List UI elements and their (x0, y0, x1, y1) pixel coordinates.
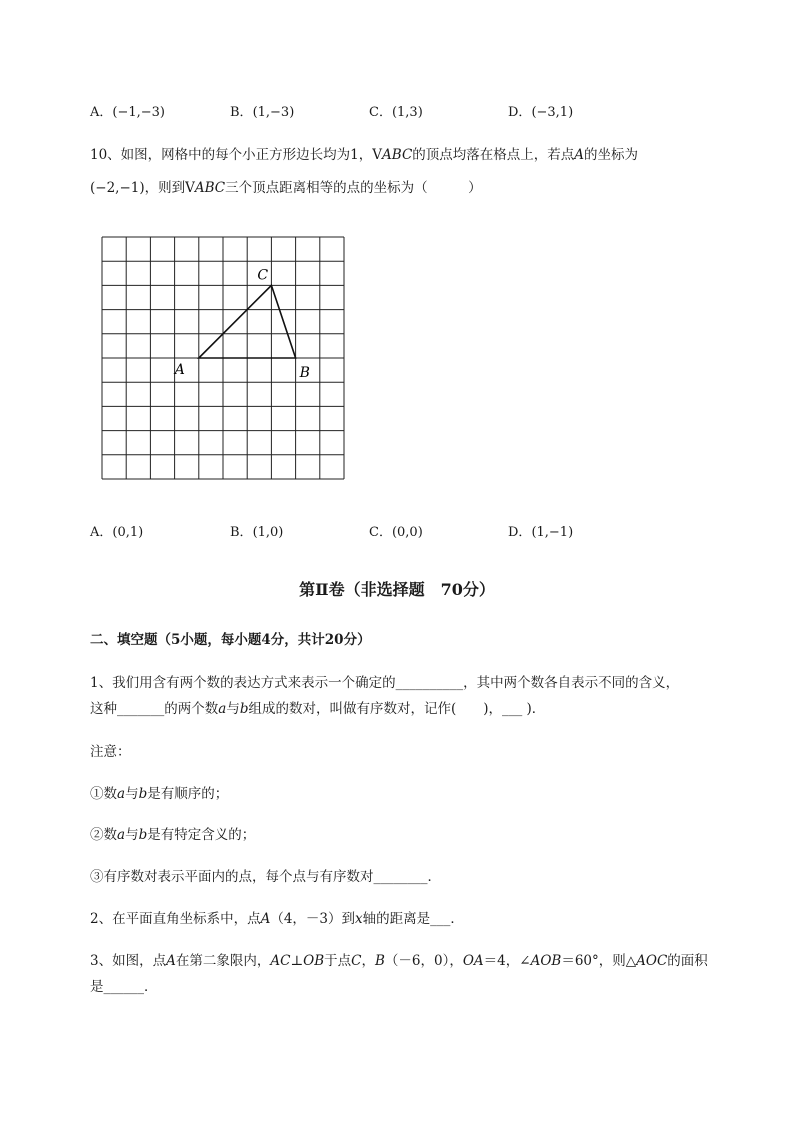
var-x: x (355, 911, 363, 927)
fill1-line-1: 1、我们用含有两个数的表达方式来表示一个确定的__________，其中两个数各自表示不同的含义， (90, 675, 680, 691)
q10-options (0, 521, 794, 541)
q9-option-b (230, 101, 294, 120)
fill3-text: 于点 (324, 953, 352, 969)
perp-symbol: ⊥ (290, 953, 304, 969)
q10-option-a-value: (0,1) (112, 525, 144, 540)
note-text: ①数 (90, 786, 117, 802)
var-b: b (138, 827, 148, 843)
q10-option-b-value: (1,0) (252, 525, 284, 540)
note-text: 是有特定含义的； (147, 827, 256, 843)
q9-option-b-letter: B． (230, 105, 253, 120)
fill3-text: 3、如图，点 (90, 953, 167, 969)
note-text: 与 (125, 786, 139, 802)
q10-option-a-letter: A． (90, 525, 113, 540)
q9-option-b-value: (1,−3) (252, 105, 295, 120)
point-a: A (260, 911, 271, 927)
q10-option-d-letter: D． (508, 525, 532, 540)
fill1-note: 注意： (90, 744, 131, 760)
segment-ac: AC (270, 953, 291, 969)
q10-triangle-name: ABC (194, 180, 226, 196)
var-a: a (117, 827, 126, 843)
q10-option-d-value: (1,−1) (531, 525, 574, 540)
q10-option-b-letter: B． (230, 525, 253, 540)
fill3-text: 在第二象限内， (175, 953, 271, 969)
q10-option-b (230, 521, 283, 540)
var-b: b (138, 786, 148, 802)
q10-text: 10、如图，网格中的每个小正方形边长均为1，V (90, 147, 383, 163)
note-text: 与 (125, 827, 139, 843)
label-b: B (299, 365, 310, 381)
fill2-text: 2、在平面直角坐标系中，点 (90, 911, 261, 927)
q10-option-d (508, 521, 573, 540)
point-a: A (166, 953, 176, 969)
q9-options (0, 101, 794, 121)
fill3-line-2: 是______． (90, 979, 158, 995)
q10-stem-line-2 (90, 176, 482, 196)
q9-option-a-letter: A． (90, 105, 113, 120)
triangle-aoc: AOC (636, 953, 668, 969)
section2-heading: 二、填空题（5小题，每小题4分，共计20分） (90, 632, 371, 648)
q10-option-a (90, 521, 143, 540)
angle-aob: AOB (530, 953, 562, 969)
q9-option-d-letter: D． (508, 105, 532, 120)
fill1-note-2 (90, 823, 255, 843)
fill1-text: 组成的数对，叫做有序数对，记作( )，___ )． (248, 701, 546, 717)
q9-option-c-letter: C． (369, 105, 392, 120)
q9-option-a (90, 101, 165, 120)
fill1-line-2 (90, 697, 545, 717)
fill3-text: ＝4，∠ (483, 953, 531, 969)
fill2-line (90, 907, 464, 927)
q10-stem-line-1 (90, 143, 638, 163)
fill1-note-1 (90, 782, 228, 802)
fill1-note-3: ③有序数对表示平面内的点，每个点与有序数对________． (90, 869, 441, 885)
q10-text: 的顶点均落在格点上，若点 (412, 147, 575, 163)
fill3-text: （－6，0）， (384, 953, 463, 969)
q10-grid-figure (95, 230, 355, 485)
q9-option-d (508, 101, 573, 120)
note-text: 是有顺序的； (147, 786, 229, 802)
q10-text: 三个顶点距离相等的点的坐标为（ ） (225, 180, 482, 196)
fill3-text: ， (361, 953, 375, 969)
var-a: a (218, 701, 227, 717)
q9-option-d-value: (−3,1) (531, 105, 574, 120)
segment-oa: OA (462, 953, 484, 969)
note-text: ②数 (90, 827, 117, 843)
fill3-line-1 (90, 949, 708, 969)
fill3-text: ＝60°，则△ (561, 953, 637, 969)
fill3-text: 的面积 (667, 953, 708, 969)
q10-option-c (369, 521, 423, 540)
q10-option-c-letter: C． (369, 525, 392, 540)
point-b: B (374, 953, 385, 969)
var-a: a (117, 786, 126, 802)
part2-title: 第Ⅱ卷（非选择题 70分） (299, 580, 495, 599)
fill2-text: 轴的距离是___． (362, 911, 464, 927)
fill2-text: （4，－3）到 (270, 911, 356, 927)
q10-text: (−2,−1)，则到V (90, 180, 195, 196)
q10-option-c-value: (0,0) (391, 525, 423, 540)
q10-triangle-name: ABC (382, 147, 413, 163)
label-a: A (174, 362, 185, 378)
point-c: C (351, 953, 362, 969)
q9-option-c (369, 101, 423, 120)
segment-ob: OB (303, 953, 325, 969)
fill1-text: 这种_______的两个数 (90, 701, 219, 717)
label-c: C (257, 267, 269, 284)
q10-text: 的坐标为 (584, 147, 639, 163)
fill1-text: 与 (226, 701, 240, 717)
q9-option-a-value: (−1,−3) (112, 105, 165, 120)
var-b: b (239, 701, 249, 717)
q10-point-a: A (574, 147, 585, 163)
q9-option-c-value: (1,3) (391, 105, 423, 120)
